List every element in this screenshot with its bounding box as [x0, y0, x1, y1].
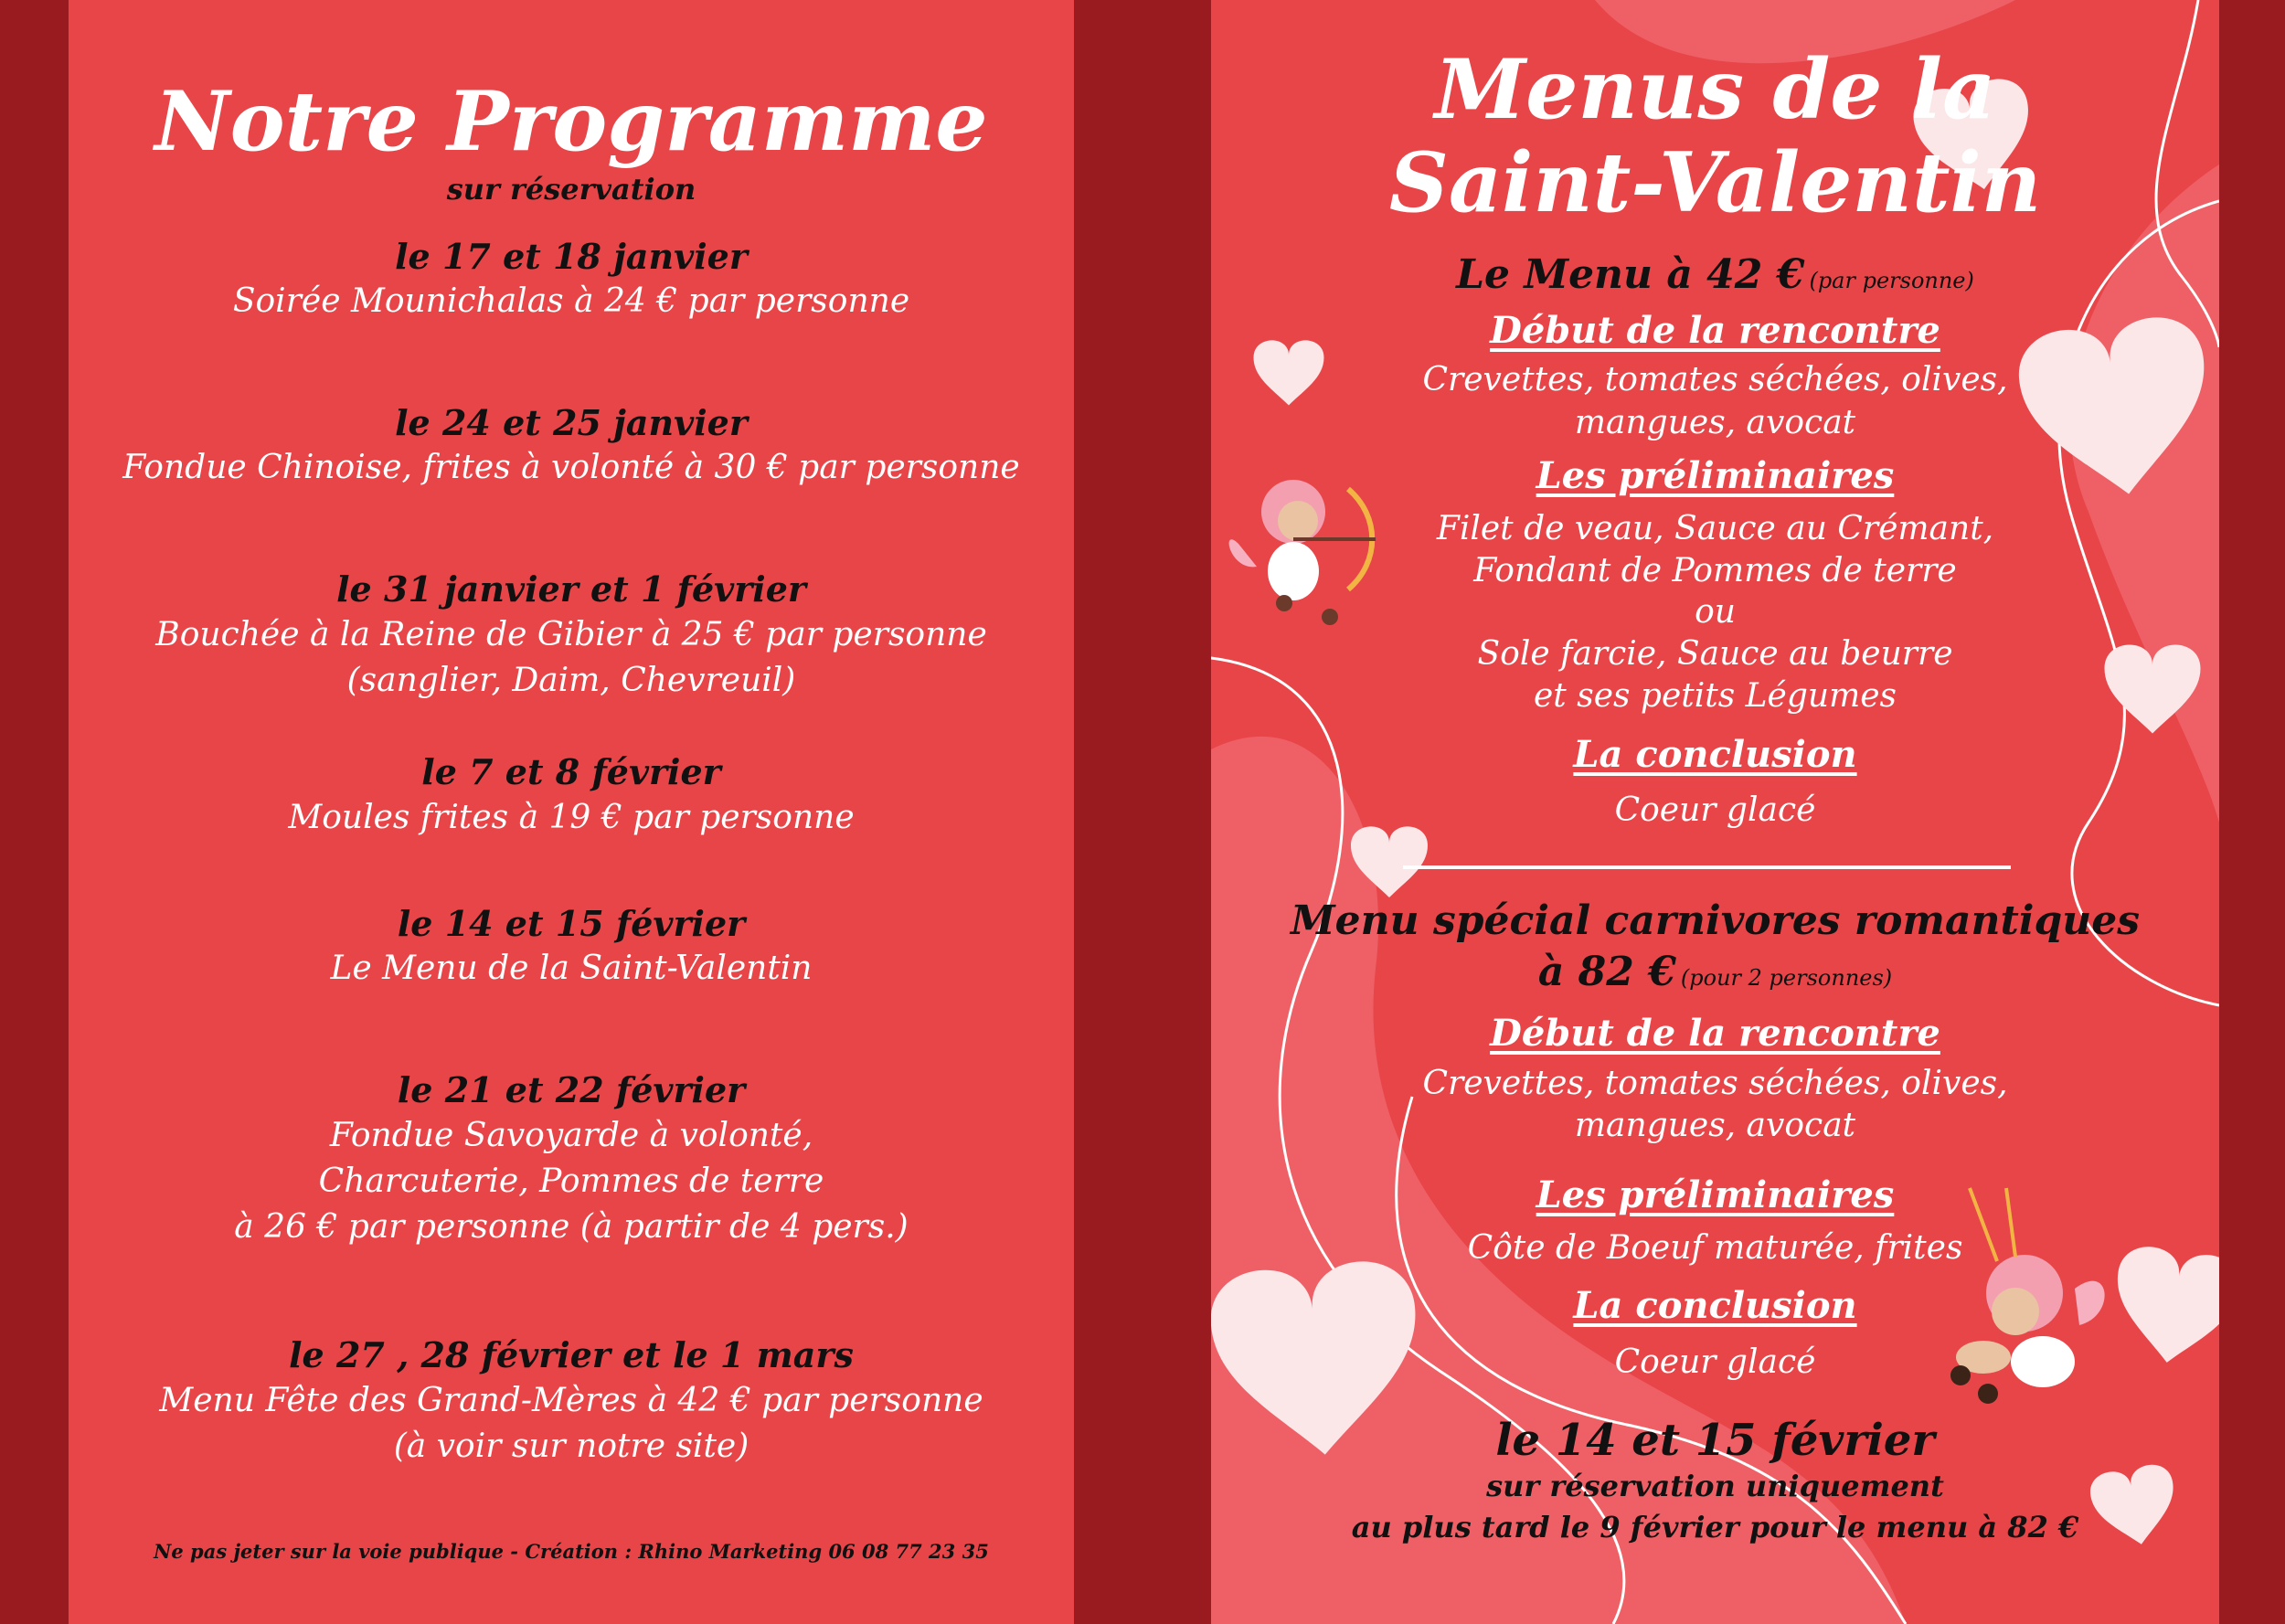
menu2-heading [1211, 949, 2219, 995]
event-description: Bouchée à la Reine de Gibier à 25 € par personne [155, 616, 987, 653]
menu2-dish: Crevettes, tomates séchées, olives, [1422, 1065, 2008, 1102]
menu1-dish: Sole farcie, Sauce au beurre [1477, 635, 1953, 673]
event-description: Charcuterie, Pommes de terre [318, 1162, 824, 1200]
menu1-dish: mangues, avocat [1574, 404, 1856, 441]
event-description: Fondue Savoyarde à volonté, [329, 1117, 813, 1154]
menu2-title-line1: Menu spécial carnivores romantiques [1290, 897, 2141, 944]
valentine-menu-panel [1211, 0, 2219, 1624]
menu-title-line2: Saint-Valentin [1388, 134, 2042, 231]
program-title: Notre Programme [154, 73, 988, 170]
heart-icon [1351, 826, 1428, 897]
menu1-dish: Crevettes, tomates séchées, olives, [1422, 361, 2008, 398]
menu2-note: (pour 2 personnes) [1680, 965, 1893, 991]
menu1-heading [1211, 251, 2219, 298]
menu-title-line1: Menus de la [1434, 41, 1996, 138]
event-date: le 14 et 15 février [397, 903, 746, 944]
menu2-price: à 82 € [1537, 949, 1676, 995]
menu1-dish: ou [1695, 593, 1736, 631]
menu1-dish: Coeur glacé [1614, 791, 1816, 829]
menu1-dish: et ses petits Légumes [1534, 677, 1897, 715]
menu2-dish: Côte de Boeuf maturée, frites [1467, 1229, 1963, 1267]
menu1-title: Le Menu à 42 € [1456, 251, 1805, 298]
menu1-course3-head: La conclusion [1573, 733, 1857, 776]
event-description: à 26 € par personne (à partir de 4 pers.) [234, 1208, 909, 1246]
menu1-dish: Filet de veau, Sauce au Crémant, [1436, 510, 1994, 547]
event-description: Soirée Mounichalas à 24 € par personne [232, 282, 910, 320]
program-subtitle: sur réservation [446, 172, 696, 207]
menu2-course3-head: La conclusion [1573, 1284, 1857, 1327]
event-description: Moules frites à 19 € par personne [288, 799, 855, 836]
menu2-dish: mangues, avocat [1574, 1107, 1856, 1144]
event-date: le 21 et 22 février [397, 1069, 746, 1110]
section-divider [1403, 865, 2011, 869]
menu1-course1-head: Début de la rencontre [1490, 309, 1940, 352]
booking-note: sur réservation uniquement [1486, 1469, 1944, 1503]
valentine-dates: le 14 et 15 février [1495, 1415, 1935, 1466]
program-panel [69, 0, 1074, 1624]
footer-credit: Ne pas jeter sur la voie publique - Création : Rhino Marketing 06 08 77 23 35 [154, 1540, 989, 1563]
menu2-dish: Coeur glacé [1614, 1343, 1816, 1381]
event-description: Menu Fête des Grand-Mères à 42 € par personne [159, 1382, 983, 1419]
event-date: le 27 , 28 février et le 1 mars [289, 1334, 854, 1375]
event-date: le 24 et 25 janvier [395, 402, 748, 443]
booking-deadline: au plus tard le 9 février pour le menu à 82 € [1351, 1510, 2079, 1544]
event-description: Le Menu de la Saint-Valentin [330, 950, 813, 987]
event-description: (à voir sur notre site) [393, 1428, 749, 1465]
menu1-note: (par personne) [1809, 268, 1974, 293]
event-date: le 7 et 8 février [421, 751, 721, 792]
event-date: le 17 et 18 janvier [395, 236, 748, 277]
menu2-course1-head: Début de la rencontre [1490, 1012, 1940, 1055]
event-date: le 31 janvier et 1 février [336, 568, 806, 610]
event-description: Fondue Chinoise, frites à volonté à 30 € par personne [122, 449, 1020, 486]
menu1-course2-head: Les préliminaires [1536, 454, 1895, 497]
event-description: (sanglier, Daim, Chevreuil) [346, 662, 796, 699]
menu1-dish: Fondant de Pommes de terre [1473, 552, 1957, 589]
menu2-course2-head: Les préliminaires [1536, 1173, 1895, 1216]
